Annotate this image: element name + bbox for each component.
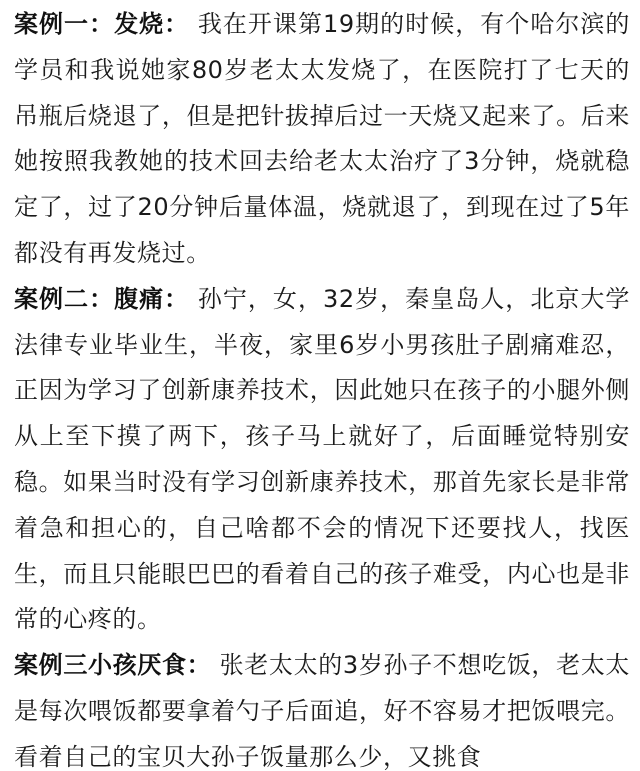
case-2-label: 案例二 xyxy=(14,284,90,313)
case-2-text: 孙宁，女，32岁，秦皇岛人，北京大学法律专业毕业生，半夜，家里6岁小男孩肚子剧痛难忍，正因为学习了创新康养技术，因此她只在孩子的小腿外侧从上至下摸了两下，孩子马上就好了，后面睡觉特别安稳。如果当时没有学习创新康养技术，那首先家长是非常着急和担心的，自己啥都不会的情况下还要找人，找医生，而且只能眼巴巴的看着自己的孩子难受，内心也是非常的心疼的。 xyxy=(14,284,630,634)
case-3-label: 案例三小孩厌食 xyxy=(14,651,187,680)
case-2-paragraph xyxy=(14,277,630,643)
case-1-paragraph xyxy=(14,2,630,277)
case-2-topic: 腹痛 xyxy=(114,284,165,313)
case-3-label-separator: ： xyxy=(186,651,212,680)
case-1-topic: 发烧 xyxy=(114,10,165,38)
case-3-text: 张老太太的3岁孙子不想吃饭，老太太是每次喂饭都要拿着勺子后面追，好不容易才把饭喂完。看着自己的宝贝大孙子饭量那么少，又挑食 xyxy=(14,651,631,771)
case-1-label: 案例一 xyxy=(14,10,90,38)
case-3-paragraph xyxy=(14,643,630,771)
case-1-label-separator: ： xyxy=(89,10,115,38)
case-2-label-separator: ： xyxy=(89,284,115,313)
case-2-topic-separator: ： xyxy=(164,284,190,313)
case-1-text: 我在开课第19期的时候，有个哈尔滨的学员和我说她家80岁老太太发烧了，在医院打了七天的吊瓶后烧退了，但是把针拔掉后过一天烧又起来了。后来她按照我教她的技术回去给老太太治疗了3分钟，烧就稳定了，过了20分钟后量体温，烧就退了，到现在过了5年都没有再发烧过。 xyxy=(14,10,630,267)
case-1-topic-separator: ： xyxy=(164,10,190,38)
